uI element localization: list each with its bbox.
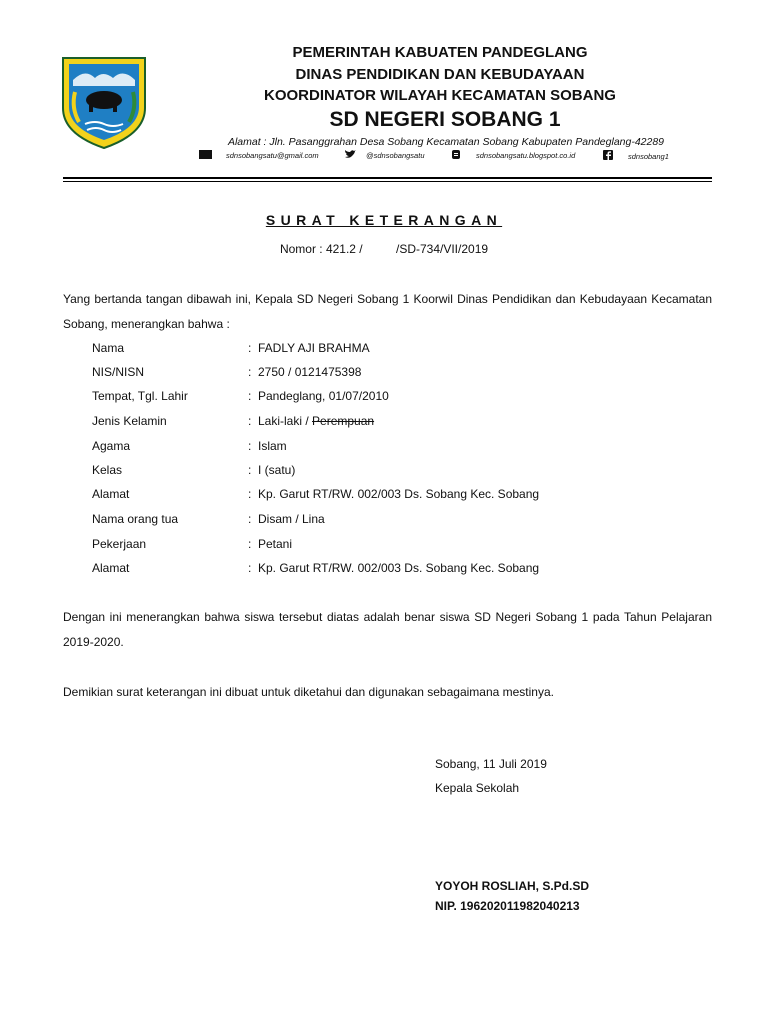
contact-twitter [345, 150, 425, 161]
field-label: NIS/NISN [92, 365, 145, 379]
signature-position: Kepala Sekolah [435, 781, 520, 795]
field-label: Pekerjaan [92, 537, 147, 551]
contact-facebook-text: sdnsobang1 [628, 151, 669, 161]
contact-twitter-text: @sdnsobangsatu [366, 151, 425, 160]
contact-blog [452, 150, 575, 161]
field-colon: : [248, 365, 252, 379]
field-colon: : [248, 487, 252, 501]
field-colon: : [248, 389, 252, 403]
signature-name: YOYOH ROSLIAH, S.Pd.SD [435, 879, 590, 893]
header-department: DINAS PENDIDIKAN DAN KEBUDAYAAN [295, 66, 585, 83]
field-label: Kelas [92, 463, 123, 477]
field-label: Alamat [92, 487, 130, 501]
field-label: Nama [92, 341, 125, 355]
field-value: Petani [258, 537, 293, 551]
letter-number: Nomor : 421.2 / /SD-734/VII/2019 [279, 242, 489, 256]
field-label: Tempat, Tgl. Lahir [92, 389, 188, 403]
contact-facebook [603, 150, 669, 162]
closing-paragraph: Demikian surat keterangan ini dibuat untuk diketahui dan digunakan sebagaimana mestinya. [63, 685, 554, 699]
statement-paragraph: Dengan ini menerangkan bahwa siswa tersebut diatas adalah benar siswa SD Negeri Sobang 1 pada Tahun Pelajaran 2019-2020. [63, 610, 712, 649]
field-value: Kp. Garut RT/RW. 002/003 Ds. Sobang Kec. Sobang [258, 487, 540, 501]
field-colon: : [248, 561, 252, 575]
header-divider-thick [63, 177, 712, 179]
contact-email-text: sdnsobangsatu@gmail.com [226, 151, 319, 160]
field-value: 2750 / 0121475398 [258, 365, 362, 379]
letter-title: SURAT KETERANGAN [265, 212, 503, 228]
blogger-icon [452, 150, 460, 161]
field-value: Pandeglang, 01/07/2010 [258, 389, 389, 403]
field-colon: : [248, 512, 252, 526]
field-colon: : [248, 439, 252, 453]
field-value: Laki-laki / Perempuan [258, 414, 375, 428]
contact-blog-text: sdnsobangsatu.blogspot.co.id [476, 151, 576, 160]
field-colon: : [248, 341, 252, 355]
field-value: Disam / Lina [258, 512, 325, 526]
field-value: Islam [258, 439, 287, 453]
field-label: Nama orang tua [92, 512, 179, 526]
field-value: I (satu) [258, 463, 296, 477]
field-label: Agama [92, 439, 131, 453]
regency-emblem [55, 50, 153, 150]
field-value: FADLY AJI BRAHMA [258, 341, 370, 355]
struck-option: Perempuan [312, 414, 375, 428]
field-colon: : [248, 463, 252, 477]
header-coordinator: KOORDINATOR WILAYAH KECAMATAN SOBANG [264, 87, 616, 104]
twitter-icon [345, 150, 356, 161]
intro-paragraph: Yang bertanda tangan dibawah ini, Kepala SD Negeri Sobang 1 Koorwil Dinas Pendidikan dan Kebudayaan Kecamatan Sobang, menerangkan bahwa : [63, 292, 712, 331]
contact-email [199, 150, 319, 161]
signature-place-date: Sobang, 11 Juli 2019 [435, 757, 547, 771]
signature-nip: NIP. 196202011982040213 [435, 899, 580, 913]
school-name: SD NEGERI SOBANG 1 [329, 108, 561, 131]
facebook-icon [603, 150, 613, 162]
header-government: PEMERINTAH KABUATEN PANDEGLANG [292, 44, 588, 61]
field-colon: : [248, 414, 252, 428]
email-icon [199, 150, 212, 161]
field-value: Kp. Garut RT/RW. 002/003 Ds. Sobang Kec. Sobang [258, 561, 540, 575]
field-colon: : [248, 537, 252, 551]
field-label: Jenis Kelamin [92, 414, 167, 428]
header-divider-thin [63, 181, 712, 182]
school-address: Alamat : Jln. Pasanggrahan Desa Sobang Kecamatan Sobang Kabupaten Pandeglang-42289 [227, 136, 665, 148]
field-label: Alamat [92, 561, 130, 575]
